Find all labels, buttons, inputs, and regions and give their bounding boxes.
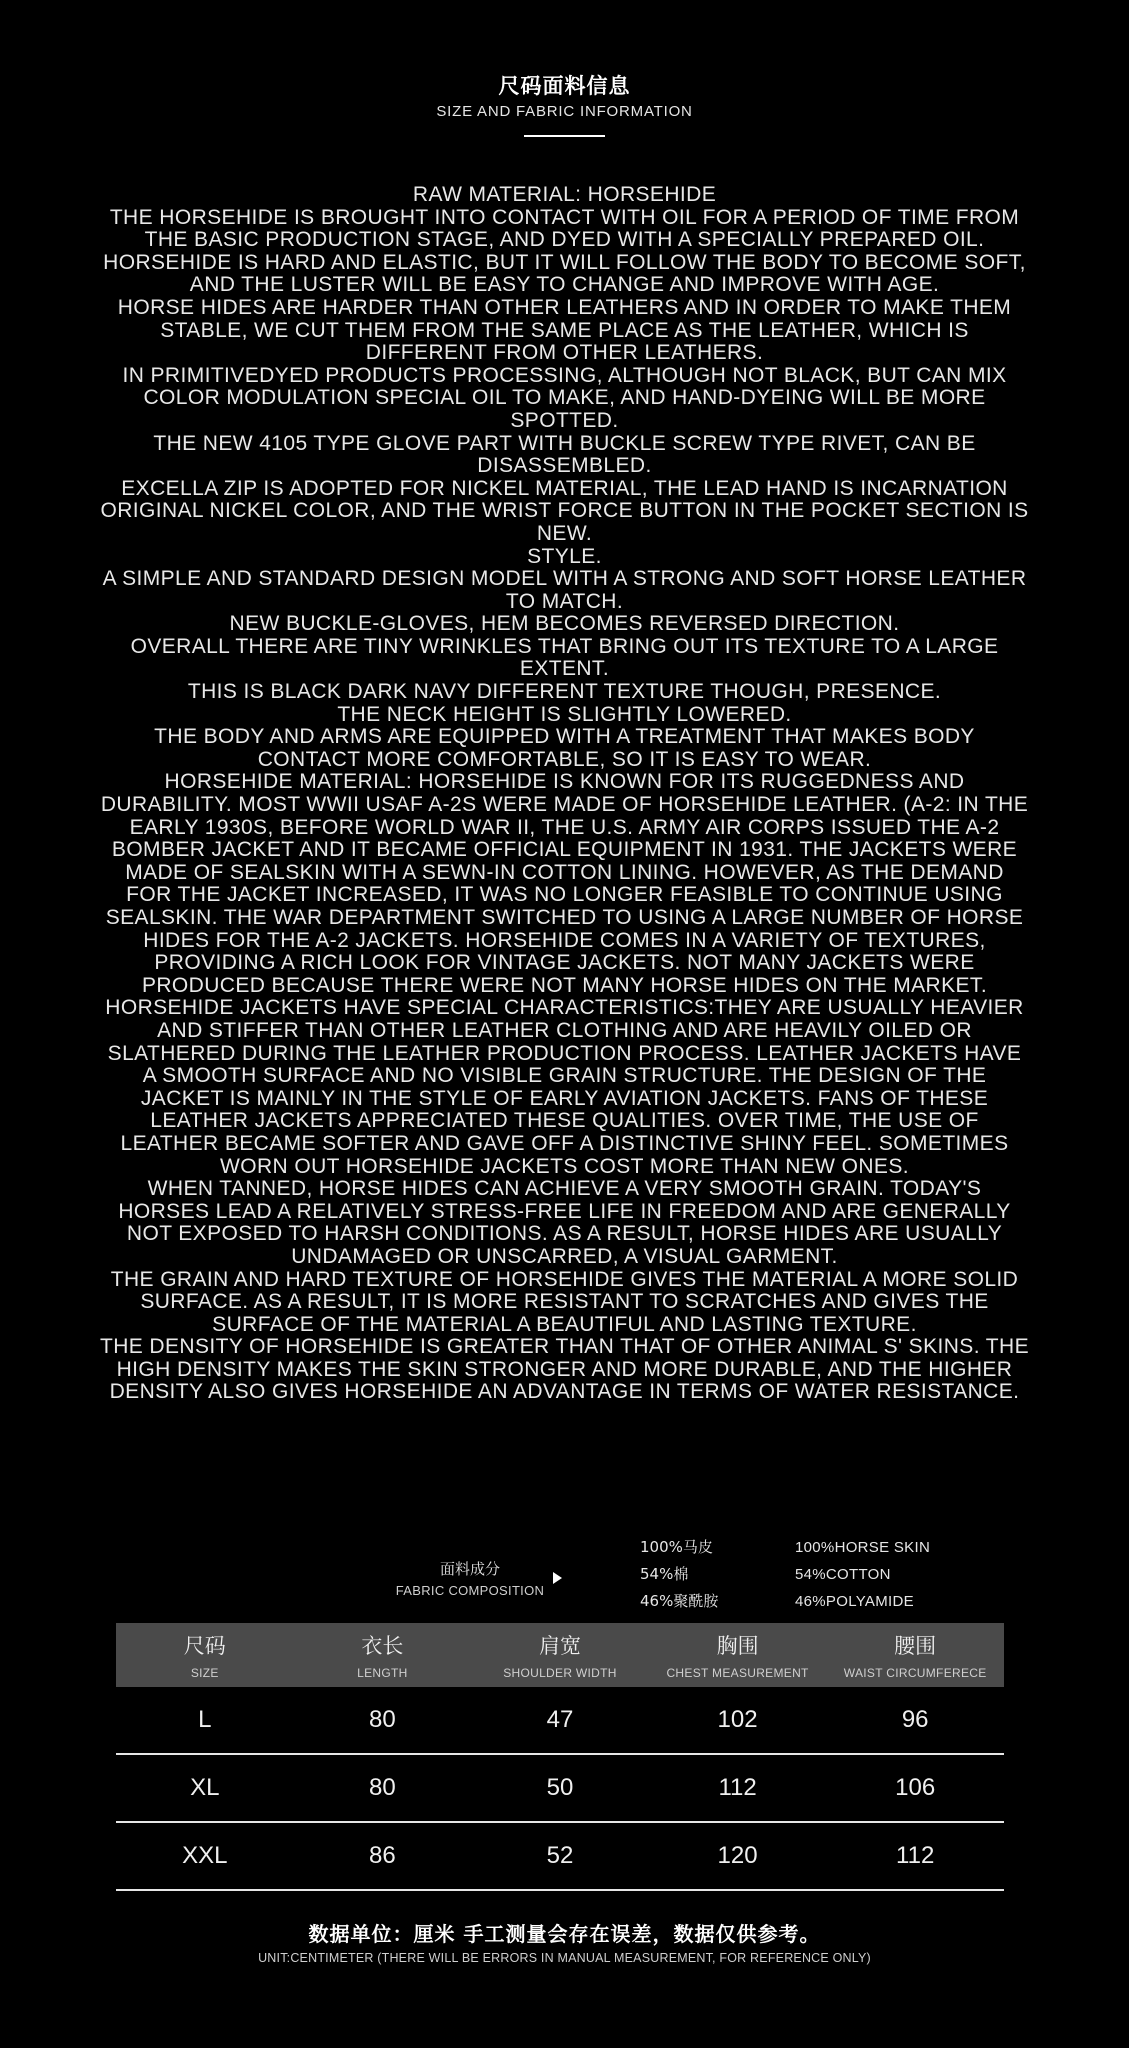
header-chest	[649, 1623, 827, 1687]
header-label-cn: 衣长	[361, 1634, 404, 1658]
header-label-en: SHOULDER WIDTH	[503, 1666, 617, 1680]
fabric-item: 100%HORSE SKIN	[795, 1539, 931, 1556]
header-label-en: SIZE	[190, 1666, 219, 1680]
table-row	[116, 1823, 1004, 1891]
table-cell: 80	[369, 1774, 396, 1801]
table-cell: 96	[901, 1706, 929, 1733]
table-cell: 112	[718, 1774, 757, 1801]
fabric-item: 46%聚酰胺	[640, 1592, 719, 1610]
description-paragraph: THE NEW 4105 TYPE GLOVE PART WITH BUCKLE SCREW TYPE RIVET, CAN BE DISASSEMBLED.	[153, 431, 976, 478]
description-paragraph: IN PRIMITIVEDYED PRODUCTS PROCESSING, ALTHOUGH NOT BLACK, BUT CAN MIX COLOR MODULATION SPECIAL OIL TO MAKE, AND HAND-DYEING WILL BE MORE SPOTTED.	[122, 363, 1007, 432]
unit-note-en: UNIT:CENTIMETER (THERE WILL BE ERRORS IN MANUAL MEASUREMENT, FOR REFERENCE ONLY)	[258, 1951, 871, 1965]
unit-note-cn: 数据单位：厘米 手工测量会存在误差，数据仅供参考。	[308, 1922, 821, 1946]
triangle-right-icon	[553, 1572, 562, 1584]
header-label-cn: 尺码	[183, 1634, 226, 1658]
fabric-item: 100%马皮	[640, 1538, 713, 1556]
header-shoulder-width	[471, 1623, 649, 1687]
description-paragraph: HORSE HIDES ARE HARDER THAN OTHER LEATHERS AND IN ORDER TO MAKE THEM STABLE, WE CUT THEM FROM THE SAME PLACE AS THE LEATHER, WHICH IS DIFFERENT FROM OTHER LEATHERS.	[117, 295, 1012, 365]
description-paragraph: THE BODY AND ARMS ARE EQUIPPED WITH A TREATMENT THAT MAKES BODY CONTACT MORE COMFORTABLE, SO IT IS EASY TO WEAR.	[154, 725, 975, 771]
fabric-item: 46%POLYAMIDE	[795, 1593, 914, 1610]
table-row	[116, 1755, 1004, 1823]
description-paragraph: THIS IS BLACK DARK NAVY DIFFERENT TEXTURE THOUGH, PRESENCE.	[187, 680, 942, 704]
description-paragraph: THE GRAIN AND HARD TEXTURE OF HORSEHIDE GIVES THE MATERIAL A MORE SOLID SURFACE. AS A RESULT, IT IS MORE RESISTANT TO SCRATCHES AND GIVES THE SURFACE OF THE MATERIAL A BEAUTIFUL AND LASTING TEXTURE.	[110, 1267, 1019, 1336]
description-paragraph: OVERALL THERE ARE TINY WRINKLES THAT BRING OUT ITS TEXTURE TO A LARGE EXTENT.	[130, 634, 999, 681]
fabric-label-cn: 面料成分	[439, 1560, 500, 1578]
header-label-en: LENGTH	[357, 1666, 408, 1680]
page-title-en: SIZE AND FABRIC INFORMATION	[436, 103, 693, 120]
table-cell: 106	[895, 1774, 936, 1801]
header-label-cn: 腰围	[894, 1634, 937, 1658]
fabric-label-en: FABRIC COMPOSITION	[395, 1583, 545, 1598]
header-label-en: CHEST MEASUREMENT	[666, 1666, 809, 1680]
table-cell: 80	[369, 1706, 396, 1733]
description-paragraph: NEW BUCKLE-GLOVES, HEM BECOMES REVERSED DIRECTION.	[229, 612, 900, 636]
description-paragraph: THE DENSITY OF HORSEHIDE IS GREATER THAN THAT OF OTHER ANIMAL S' SKINS. THE HIGH DENSITY MAKES THE SKIN STRONGER AND MORE DURABLE, AND THE HIGHER DENSITY ALSO GIVES HORSEHIDE AN ADVANTAGE IN TERMS OF WATER RESISTANCE.	[100, 1335, 1029, 1404]
title-divider	[524, 135, 605, 137]
description-paragraph: HORSEHIDE IS HARD AND ELASTIC, BUT IT WILL FOLLOW THE BODY TO BECOME SOFT, AND THE LUSTER WILL BE EASY TO CHANGE AND IMPROVE WITH AGE.	[103, 250, 1026, 297]
table-cell: XL	[190, 1774, 220, 1801]
header-size	[116, 1623, 294, 1687]
description-paragraph: EXCELLA ZIP IS ADOPTED FOR NICKEL MATERIAL, THE LEAD HAND IS INCARNATION ORIGINAL NICKEL COLOR, AND THE WRIST FORCE BUTTON IN THE POCKET SECTION IS NEW.	[100, 476, 1029, 545]
header-label-en: WAIST CIRCUMFERECE	[843, 1666, 987, 1680]
fabric-composition-label	[370, 1558, 570, 1598]
fabric-items-en	[795, 1534, 930, 1615]
description-paragraph: STYLE.	[527, 544, 602, 568]
header-label-cn: 胸围	[716, 1634, 759, 1658]
header-label-cn: 肩宽	[538, 1634, 581, 1658]
table-cell: 50	[546, 1774, 574, 1801]
description-paragraph: RAW MATERIAL: HORSEHIDE	[412, 183, 717, 206]
table-cell: L	[198, 1706, 212, 1733]
description-paragraph: THE NECK HEIGHT IS SLIGHTLY LOWERED.	[337, 702, 792, 726]
description-paragraph: A SIMPLE AND STANDARD DESIGN MODEL WITH A STRONG AND SOFT HORSE LEATHER TO MATCH.	[102, 567, 1027, 613]
header-length	[294, 1623, 472, 1687]
table-cell: 112	[896, 1842, 935, 1869]
table-cell: XXL	[182, 1842, 228, 1869]
header-waist	[826, 1623, 1004, 1687]
table-cell: 120	[717, 1842, 758, 1869]
description-paragraph: HORSEHIDE MATERIAL: HORSEHIDE IS KNOWN FOR ITS RUGGEDNESS AND DURABILITY. MOST WWII USAF A-2S WERE MADE OF HORSEHIDE LEATHER. (A-2: IN THE EARLY 1930S, BEFORE WORLD WAR II, THE U.S. ARMY AIR CORPS ISSUED THE A-2 BOMBER JACKET AND IT BECAME OFFICIAL EQUIPMENT IN 1931. THE JACKETS WERE MADE OF SEALSKIN WITH A SEWN-IN COTTON LINING. HOWEVER, AS THE DEMAND FOR THE JACKET INCREASED, IT WAS NO LONGER FEASIBLE TO CONTINUE USING SEALSKIN. THE WAR DEPARTMENT SWITCHED TO USING A LARGE NUMBER OF HORSE HIDES FOR THE A-2 JACKETS. HORSEHIDE COMES IN A VARIETY OF TEXTURES, PROVIDING A RICH LOOK FOR VINTAGE JACKETS. NOT MANY JACKETS WERE PRODUCED BECAUSE THERE WERE NOT MANY HORSE HIDES ON THE MARKET. HORSEHIDE JACKETS HAVE SPECIAL CHARACTERISTICS:THEY ARE USUALLY HEAVIER AND STIFFER THAN OTHER LEATHER CLOTHING AND ARE HEAVILY OILED OR SLATHERED DURING THE LEATHER PRODUCTION PROCESS. LEATHER JACKETS HAVE A SMOOTH SURFACE AND NO VISIBLE GRAIN STRUCTURE. THE DESIGN OF THE JACKET IS MAINLY IN THE STYLE OF EARLY AVIATION JACKETS. FANS OF THESE LEATHER JACKETS APPRECIATED THESE QUALITIES. OVER TIME, THE USE OF LEATHER BECAME SOFTER AND GAVE OFF A DISTINCTIVE SHINY FEEL. SOMETIMES WORN OUT HORSEHIDE JACKETS COST MORE THAN NEW ONES.	[100, 770, 1029, 1178]
description-paragraph: THE HORSEHIDE IS BROUGHT INTO CONTACT WITH OIL FOR A PERIOD OF TIME FROM THE BASIC PRODUCTION STAGE, AND DYED WITH A SPECIALLY PREPARED OIL.	[109, 205, 1020, 252]
table-cell: 102	[717, 1706, 758, 1733]
fabric-items-cn	[640, 1534, 718, 1615]
fabric-item: 54%棉	[640, 1565, 689, 1583]
table-cell: 86	[369, 1842, 396, 1869]
description-paragraph: WHEN TANNED, HORSE HIDES CAN ACHIEVE A VERY SMOOTH GRAIN. TODAY'S HORSES LEAD A RELATIVELY STRESS-FREE LIFE IN FREEDOM AND ARE GENERALLY NOT EXPOSED TO HARSH CONDITIONS. AS A RESULT, HORSE HIDES ARE USUALLY UNDAMAGED OR UNSCARRED, A VISUAL GARMENT.	[118, 1177, 1011, 1268]
table-cell: 47	[546, 1706, 574, 1733]
table-row	[116, 1687, 1004, 1755]
size-table	[116, 1623, 1004, 1891]
table-cell: 52	[546, 1842, 574, 1869]
size-table-header	[116, 1623, 1004, 1687]
fabric-item: 54%COTTON	[795, 1566, 891, 1583]
product-description	[100, 184, 1029, 1404]
page-title-cn: 尺码面料信息	[498, 74, 631, 98]
